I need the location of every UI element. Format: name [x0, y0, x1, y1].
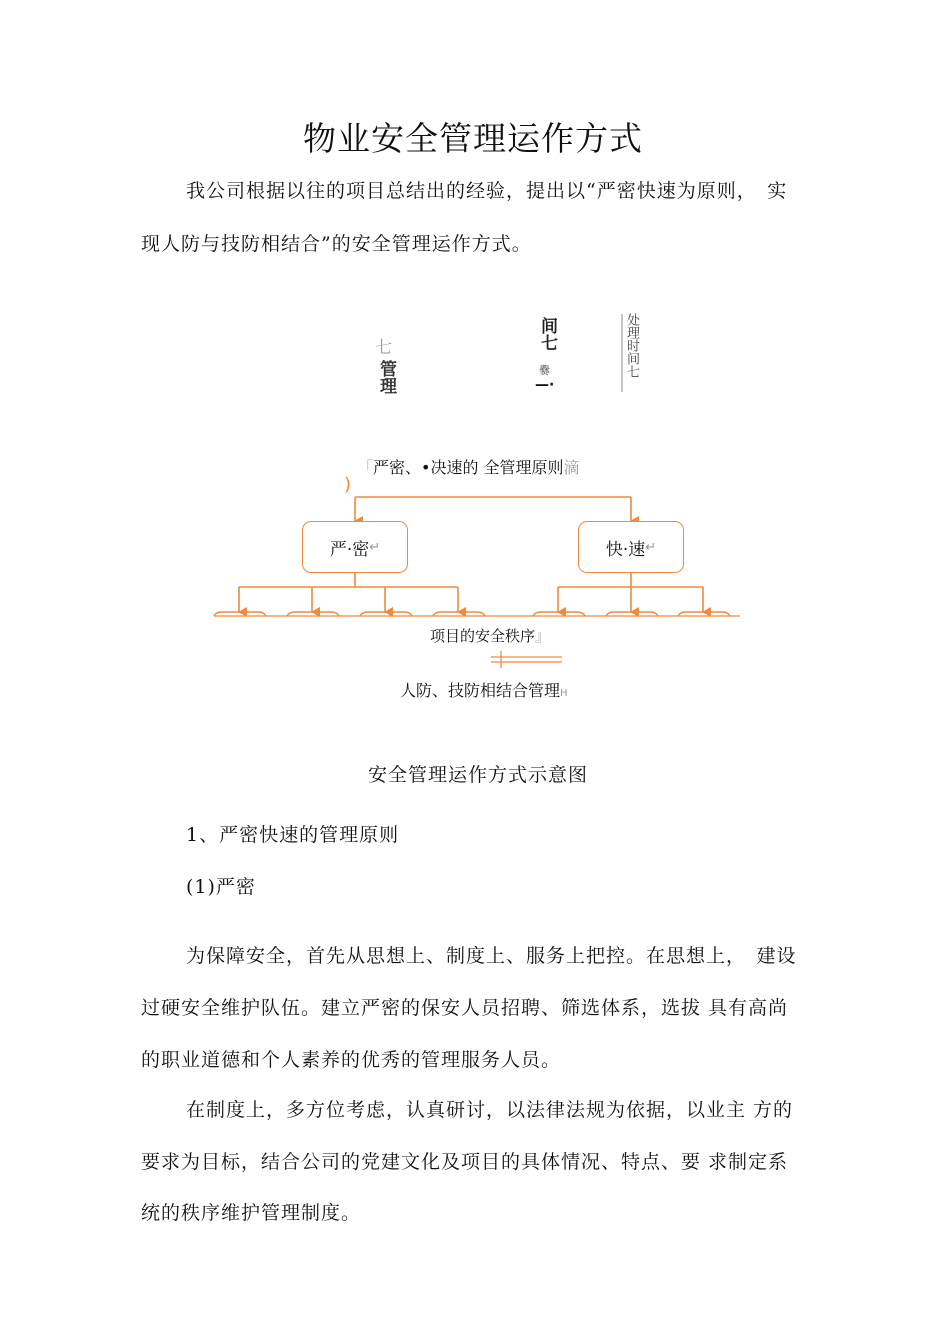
- diagram-caption: 安全管理运作方式示意图: [368, 764, 589, 786]
- scan-mid-small: 爨: [539, 364, 550, 377]
- box-fast: [578, 521, 684, 573]
- page-title: 物业安全管理运作方式: [303, 119, 643, 158]
- principle-suffix: 滴: [563, 458, 580, 477]
- paragraph-1-line-1: 为保障安全，首先从思想上、制度上、服务上把控。在思想上， 建设: [186, 945, 797, 967]
- bracket-mark: ): [344, 474, 352, 495]
- box-strict-label: 严·密: [329, 539, 370, 560]
- box-fast-label: 快·速: [605, 539, 646, 560]
- order-mark: 』: [535, 627, 551, 645]
- combine-mark: H: [560, 688, 568, 699]
- paragraph-1-line-3: 的职业道德和个人素养的优秀的管理服务人员。: [141, 1049, 562, 1071]
- paragraph-2-line-3: 统的秩序维护管理制度。: [141, 1202, 362, 1224]
- order-row: [430, 625, 550, 646]
- paragraph-2-line-1: 在制度上，多方位考虑，认真研讨，以法律法规为依据，以业主 方的: [186, 1099, 794, 1121]
- section-subheading: (1)严密: [186, 876, 256, 898]
- combine-label: 人防、技防相结合管理: [400, 681, 561, 700]
- box-strict: [302, 521, 408, 573]
- scan-mid-top: 间七: [537, 317, 557, 351]
- scan-left-top: 七: [375, 338, 392, 358]
- section-heading: 1、严密快速的管理原则: [186, 824, 400, 846]
- box-strict-return-mark: ↵: [369, 539, 381, 555]
- scan-mid-mark: —·: [535, 377, 555, 393]
- principle-prefix: 「: [357, 458, 374, 477]
- order-label: 项目的安全秩序: [430, 627, 536, 645]
- combine-row: [400, 678, 568, 701]
- box-fast-return-mark: ↵: [645, 539, 657, 555]
- intro-line-1: 我公司根据以往的项目总结出的经验，提出以“严密快速为原则， 实: [186, 180, 788, 202]
- paragraph-1-line-2: 过硬安全维护队伍。建立严密的保安人员招聘、筛选体系，选拔 具有高尚: [141, 997, 789, 1019]
- intro-line-2: 现人防与技防相结合”的安全管理运作方式。: [141, 233, 532, 255]
- paragraph-2-line-2: 要求为目标，结合公司的党建文化及项目的具体情况、特点、要 求制定系: [141, 1151, 789, 1173]
- scan-right-vertical: 处理时间七: [624, 313, 639, 378]
- principle-label: 严密、•决速的 全管理原则: [373, 458, 564, 477]
- scan-left-main: 管理: [376, 360, 396, 394]
